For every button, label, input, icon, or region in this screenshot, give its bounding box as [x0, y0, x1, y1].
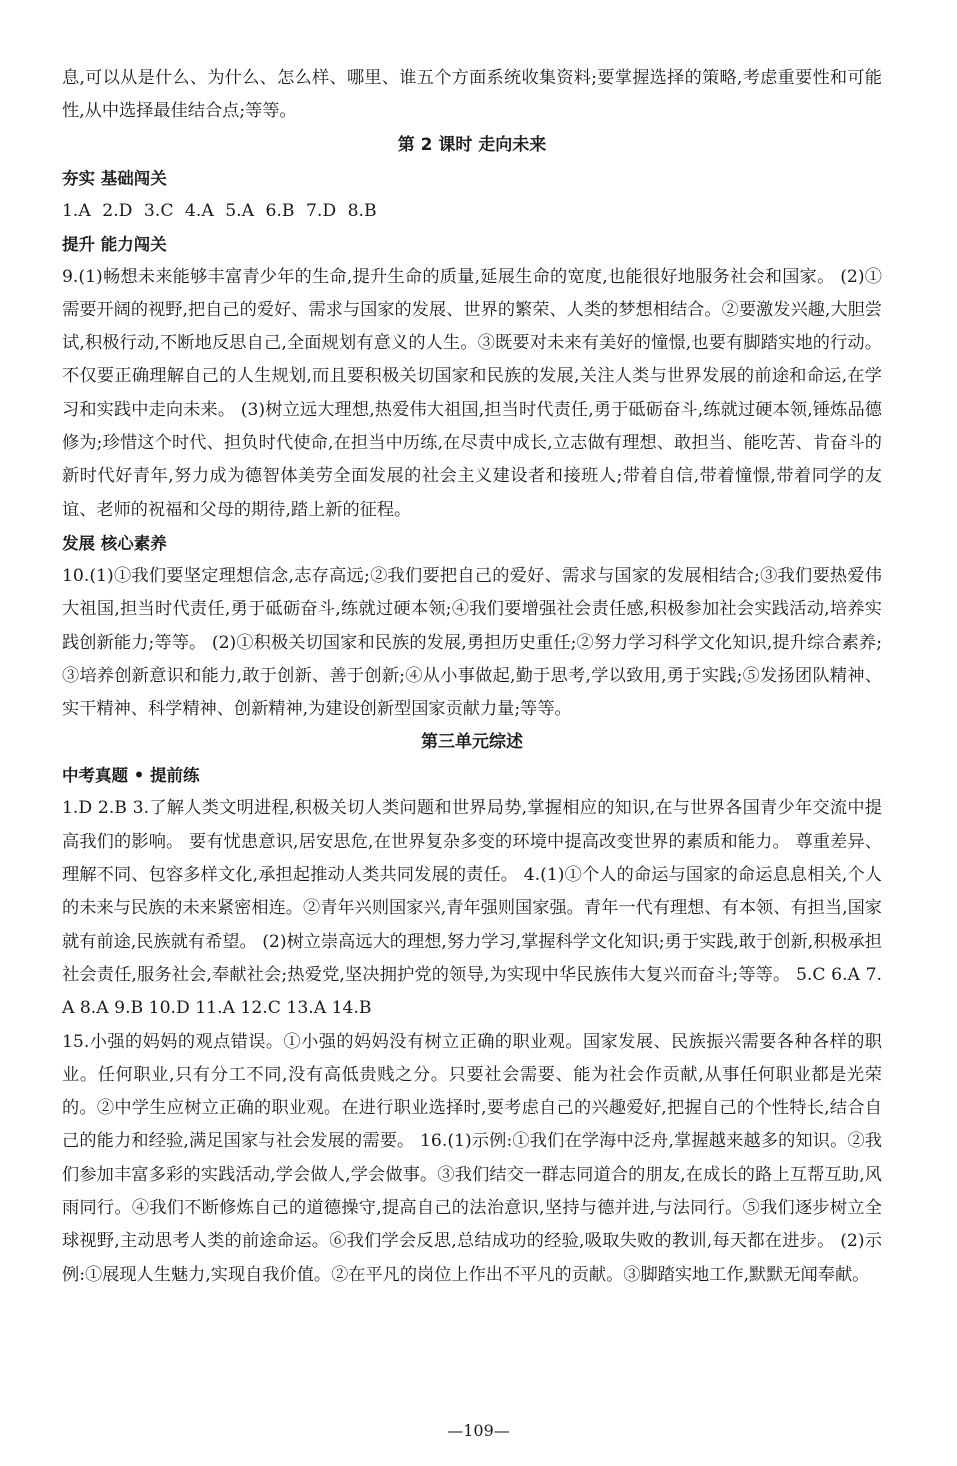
section-heading-core: 发展 核心素养 [62, 533, 167, 553]
answer-q15-16: 15.小强的妈妈的观点错误。①小强的妈妈没有树立正确的职业观。国家发展、民族振兴需要各种各样的职业。任何职业,只有分工不同,没有高低贵贱之分。只要社会需要、能为社会作贡献,从事任何职业都是光荣的。②中学生应树立正确的职业观。在进行职业选择时,要考虑自己的兴趣爱好,把握自己的个性特长,结合自己的能力和经验,满足国家与社会发展的需要。 16.(1)示例:①我们在学海中泛舟,掌握越来越多的知识。②我们参加丰富多彩的实践活动,学会做人,学会做事。③我们结交一群志同道合的朋友,在成长的路上互帮互助,风雨同行。④我们不断修炼自己的道德操守,提高自己的法治意识,坚持与德并进,与法同行。⑤我们逐步树立全球视野,主动思考人类的前途命运。⑥我们学会反思,总结成功的经验,吸取失败的教训,每天都在进步。 (2)示例:①展现人生魅力,实现自我价值。②在平凡的岗位上作出不平凡的贡献。③脚踏实地工作,默默无闻奉献。 [62, 1031, 882, 1285]
unit-title: 第三单元综述 [421, 732, 523, 753]
intro-paragraph: 息,可以从是什么、为什么、怎么样、哪里、谁五个方面系统收集资料;要掌握选择的策略,考虑重要性和可能性,从中选择最佳结合点;等等。 [62, 68, 882, 122]
answer-q9: 9.(1)畅想未来能够丰富青少年的生命,提升生命的质量,延展生命的宽度,也能很好地服务社会和国家。 (2)①需要开阔的视野,把自己的爱好、需求与国家的发展、世界的繁荣、人类的梦想相结合。②要激发兴趣,大胆尝试,积极行动,不断地反思自己,全面规划有意义的人生。③既要对未来有美好的憧憬,也要有脚踏实地的行动。不仅要正确理解自己的人生规划,而且要积极关切国家和民族的发展,关注人类与世界发展的前途和命运,在学习和实践中走向未来。 (3)树立远大理想,热爱伟大祖国,担当时代责任,勇于砥砺奋斗,练就过硬本领,锤炼品德修为;珍惜这个时代、担负时代使命,在担当中历练,在尽责中成长,立志做有理想、敢担当、能吃苦、肯奋斗的新时代好青年,努力成为德智体美劳全面发展的社会主义建设者和接班人;带着自信,带着憧憬,带着同学的友谊、老师的祝福和父母的期待,踏上新的征程。 [62, 266, 882, 520]
document-page [62, 62, 882, 1292]
lesson-title: 第 2 课时 走向未来 [397, 134, 547, 155]
section-heading-basic: 夯实 基础闯关 [62, 168, 167, 188]
section-heading-ability: 提升 能力闯关 [62, 234, 167, 254]
answer-q1-14: 1.D 2.B 3.了解人类文明进程,积极关切人类问题和世界局势,掌握相应的知识,在与世界各国青少年交流中提高我们的影响。 要有忧患意识,居安思危,在世界复杂多变的环境中提高改变世界的素质和能力。 尊重差异、理解不同、包容多样文化,承担起推动人类共同发展的责任。 4.(1)①个人的命运与国家的命运息息相关,个人的未来与民族的未来紧密相连。②青年兴则国家兴,青年强则国家强。青年一代有理想、有本领、有担当,国家就有前途,民族就有希望。 (2)树立崇高远大的理想,努力学习,掌握科学文化知识;勇于实践,敢于创新,积极承担社会责任,服务社会,奉献社会;热爱党,坚决拥护党的领导,为实现中华民族伟大复兴而奋斗;等等。 5.C 6.A 7.A 8.A 9.B 10.D 11.A 12.C 13.A 14.B [62, 798, 882, 1019]
answer-q10: 10.(1)①我们要坚定理想信念,志存高远;②我们要把自己的爱好、需求与国家的发展相结合;③我们要热爱伟大祖国,担当时代责任,勇于砥砺奋斗,练就过硬本领;④我们要增强社会责任感,积极参加社会实践活动,培养实践创新能力;等等。 (2)①积极关切国家和民族的发展,勇担历史重任;②努力学习科学文化知识,提升综合素养;③培养创新意识和能力,敢于创新、善于创新;④从小事做起,勤于思考,学以致用,勇于实践;⑤发扬团队精神、实干精神、科学精神、创新精神,为建设创新型国家贡献力量;等等。 [62, 565, 882, 720]
section-heading-exam: 中考真题 • 提前练 [62, 766, 200, 786]
answers-1-8: 1.A 2.D 3.C 4.A 5.A 6.B 7.D 8.B [62, 200, 377, 221]
page-number: —109— [447, 1421, 510, 1440]
